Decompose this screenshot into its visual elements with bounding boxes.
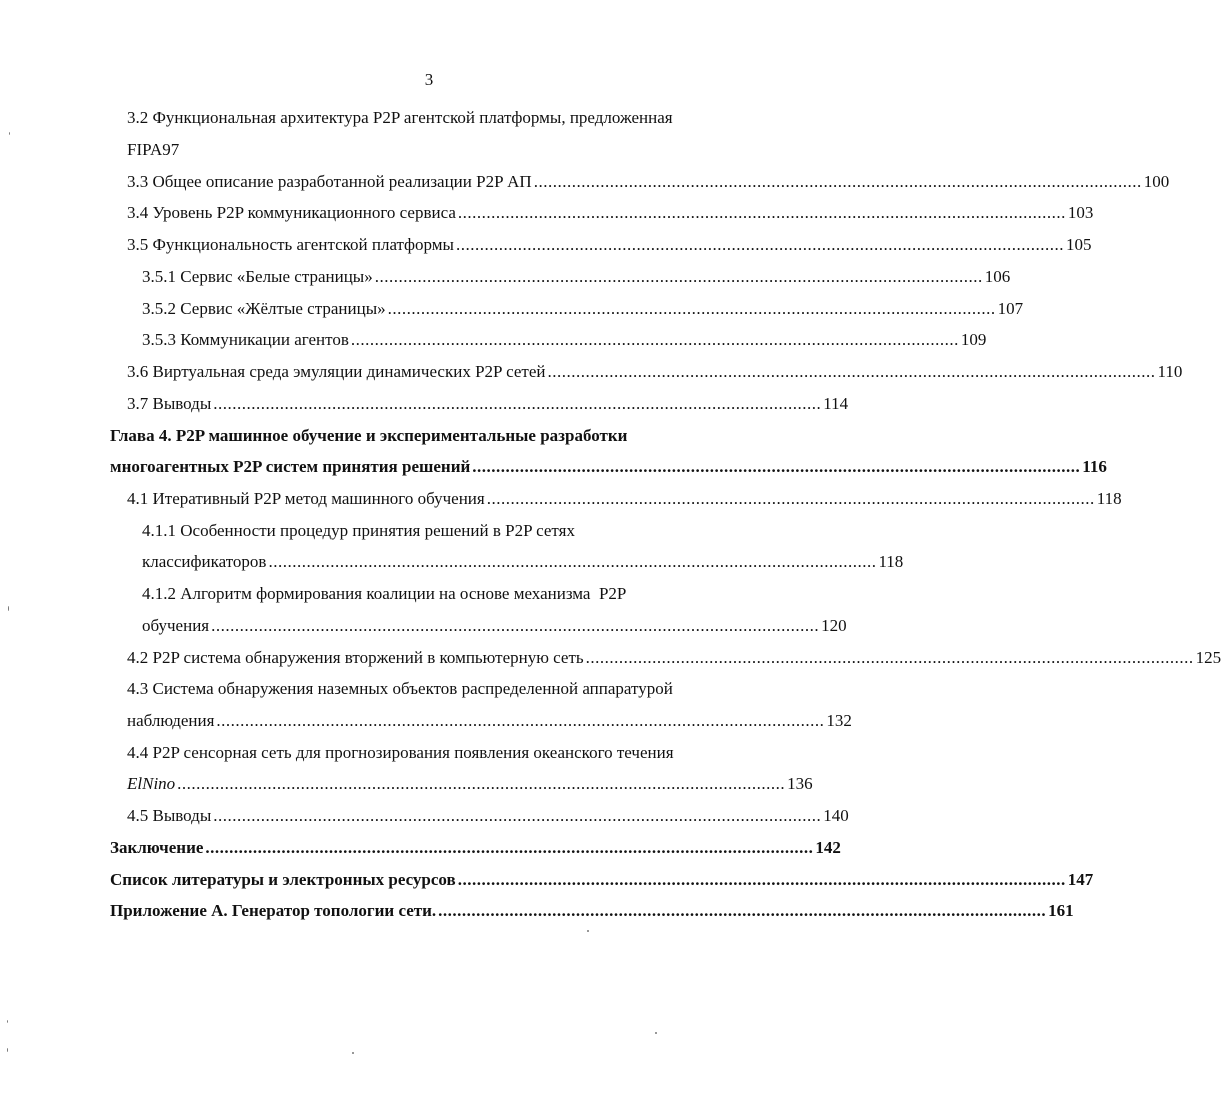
toc-entry-3-5	[127, 229, 1092, 260]
dot-leader: ................................................................................................................................	[216, 711, 825, 730]
scan-speck	[7, 1020, 8, 1023]
toc-entry-text: FIPA97	[127, 140, 180, 159]
dot-leader: ................................................................................................................................	[438, 901, 1047, 920]
toc-entry-3-5-3	[142, 324, 987, 355]
toc-entry-text: Список литературы и электронных ресурсов	[110, 870, 456, 889]
toc-entry-page: 107	[997, 299, 1024, 318]
toc-entry-page: 147	[1067, 870, 1094, 889]
toc-entry-page: 161	[1048, 901, 1074, 920]
toc-entry-text: классификаторов	[142, 552, 267, 571]
dot-leader: ................................................................................................................................	[457, 203, 1066, 222]
toc-entry-text: Глава 4. P2P машинное обучение и экспериментальные разработки	[110, 426, 628, 445]
toc-entry-page: 118	[1096, 489, 1122, 508]
toc-entry-4-1-1-line1	[142, 515, 755, 546]
toc-entry-4-1	[127, 483, 1122, 514]
toc-entry-text: Заключение	[110, 838, 204, 857]
toc-entry-text: 3.5 Функциональность агентской платформы	[127, 235, 454, 254]
toc-entry-text: 3.6 Виртуальная среда эмуляции динамических P2P сетей	[127, 362, 546, 381]
toc-entry-text: 3.3 Общее описание разработанной реализации P2P АП	[127, 172, 532, 191]
toc-references	[110, 864, 1094, 895]
toc-entry-4-4-line2	[127, 768, 813, 799]
dot-leader: ................................................................................................................................	[268, 552, 877, 571]
toc-entry-3-5-2	[142, 293, 1024, 324]
toc-entry-page: 142	[815, 838, 841, 857]
toc-entry-text: 4.1.1 Особенности процедур принятия решений в P2P сетях	[142, 521, 575, 540]
dot-leader: ................................................................................................................................	[374, 267, 983, 286]
scan-speck	[655, 1032, 657, 1034]
toc-entry-text: 4.2 P2P система обнаружения вторжений в компьютерную сеть	[127, 648, 584, 667]
dot-leader: ................................................................................................................................	[457, 870, 1066, 889]
dot-leader: ................................................................................................................................	[455, 235, 1064, 254]
toc-chapter-4-line1	[110, 420, 755, 451]
toc-entry-3-7	[127, 388, 849, 419]
toc-entry-text: 3.7 Выводы	[127, 394, 212, 413]
dot-leader: ................................................................................................................................	[213, 394, 822, 413]
toc-entry-page: 136	[787, 774, 813, 793]
toc-entry-page: 140	[823, 806, 849, 825]
toc-entry-page: 106	[984, 267, 1011, 286]
toc-entry-text: наблюдения	[127, 711, 215, 730]
toc-entry-3-3	[127, 166, 1170, 197]
scan-speck	[587, 930, 589, 932]
toc-entry-text: 4.1.2 Алгоритм формирования коалиции на основе механизма P2P	[142, 584, 627, 603]
toc-entry-text: 3.5.3 Коммуникации агентов	[142, 330, 349, 349]
toc-entry-text: 4.4 P2P сенсорная сеть для прогнозирования появления океанского течения	[127, 743, 674, 762]
toc-entry-page: 120	[821, 616, 847, 635]
toc-entry-text: обучения	[142, 616, 210, 635]
toc-entry-4-4-line1	[127, 737, 755, 768]
toc-entry-4-1-2-line2	[142, 610, 847, 641]
dot-leader: ................................................................................................................................	[387, 299, 996, 318]
dot-leader: ................................................................................................................................	[211, 616, 820, 635]
toc-entry-text: 3.5.2 Сервис «Жёлтые страницы»	[142, 299, 386, 318]
toc-entry-4-3-line1	[127, 673, 755, 704]
toc-entry-text: 3.2 Функциональная архитектура P2P агентской платформы, предложенная	[127, 108, 673, 127]
page-number: 3	[424, 70, 434, 89]
dot-leader: ................................................................................................................................	[486, 489, 1095, 508]
dot-leader: ................................................................................................................................	[350, 330, 959, 349]
toc-entry-4-5	[127, 800, 849, 831]
toc-entry-text: 3.5.1 Сервис «Белые страницы»	[142, 267, 373, 286]
toc-entry-4-3-line2	[127, 705, 852, 736]
toc-entry-text: 4.5 Выводы	[127, 806, 212, 825]
scan-speck	[8, 606, 9, 611]
toc-entry-page: 118	[878, 552, 904, 571]
toc-entry-text: Приложение А. Генератор топологии сети.	[110, 901, 437, 920]
dot-leader: ................................................................................................................................	[533, 172, 1142, 191]
toc-entry-text: ElNino	[127, 774, 176, 793]
toc-entry-text: 4.1 Итеративный P2P метод машинного обучения	[127, 489, 485, 508]
scan-speck	[9, 132, 10, 135]
dot-leader: ................................................................................................................................	[472, 457, 1081, 476]
dot-leader: ................................................................................................................................	[547, 362, 1156, 381]
toc-entry-text: 3.4 Уровень P2P коммуникационного сервиса	[127, 203, 456, 222]
toc-entry-3-5-1	[142, 261, 1011, 292]
toc-appendix-a	[110, 895, 1074, 926]
toc-entry-page: 114	[823, 394, 849, 413]
scan-speck	[7, 1048, 8, 1052]
scan-speck	[352, 1052, 354, 1054]
dot-leader: ................................................................................................................................	[205, 838, 814, 857]
toc-entry-page: 105	[1065, 235, 1092, 254]
toc-entry-text: 4.3 Система обнаружения наземных объектов распределенной аппаратурой	[127, 679, 673, 698]
toc-entry-4-2	[127, 642, 1221, 673]
dot-leader: ................................................................................................................................	[213, 806, 822, 825]
toc-chapter-4-line2	[110, 451, 1107, 482]
toc-entry-page: 132	[826, 711, 852, 730]
toc-entry-3-4	[127, 197, 1094, 228]
toc-entry-page: 100	[1143, 172, 1170, 191]
toc-entry-4-1-2-line1	[142, 578, 755, 609]
toc-entry-page: 110	[1157, 362, 1183, 381]
dot-leader: ................................................................................................................................	[585, 648, 1194, 667]
dot-leader: ................................................................................................................................	[177, 774, 786, 793]
toc-entry-page: 116	[1082, 457, 1107, 476]
toc-entry-3-2-line1	[127, 102, 747, 133]
toc-entry-page: 103	[1067, 203, 1094, 222]
toc-entry-text: многоагентных P2P систем принятия решений	[110, 457, 471, 476]
toc-entry-4-1-1-line2	[142, 546, 904, 577]
toc-entry-3-2-line2	[127, 134, 747, 165]
toc-entry-page: 125	[1195, 648, 1221, 667]
toc-entry-page: 109	[960, 330, 987, 349]
toc-conclusion	[110, 832, 841, 863]
toc-entry-3-6	[127, 356, 1183, 387]
